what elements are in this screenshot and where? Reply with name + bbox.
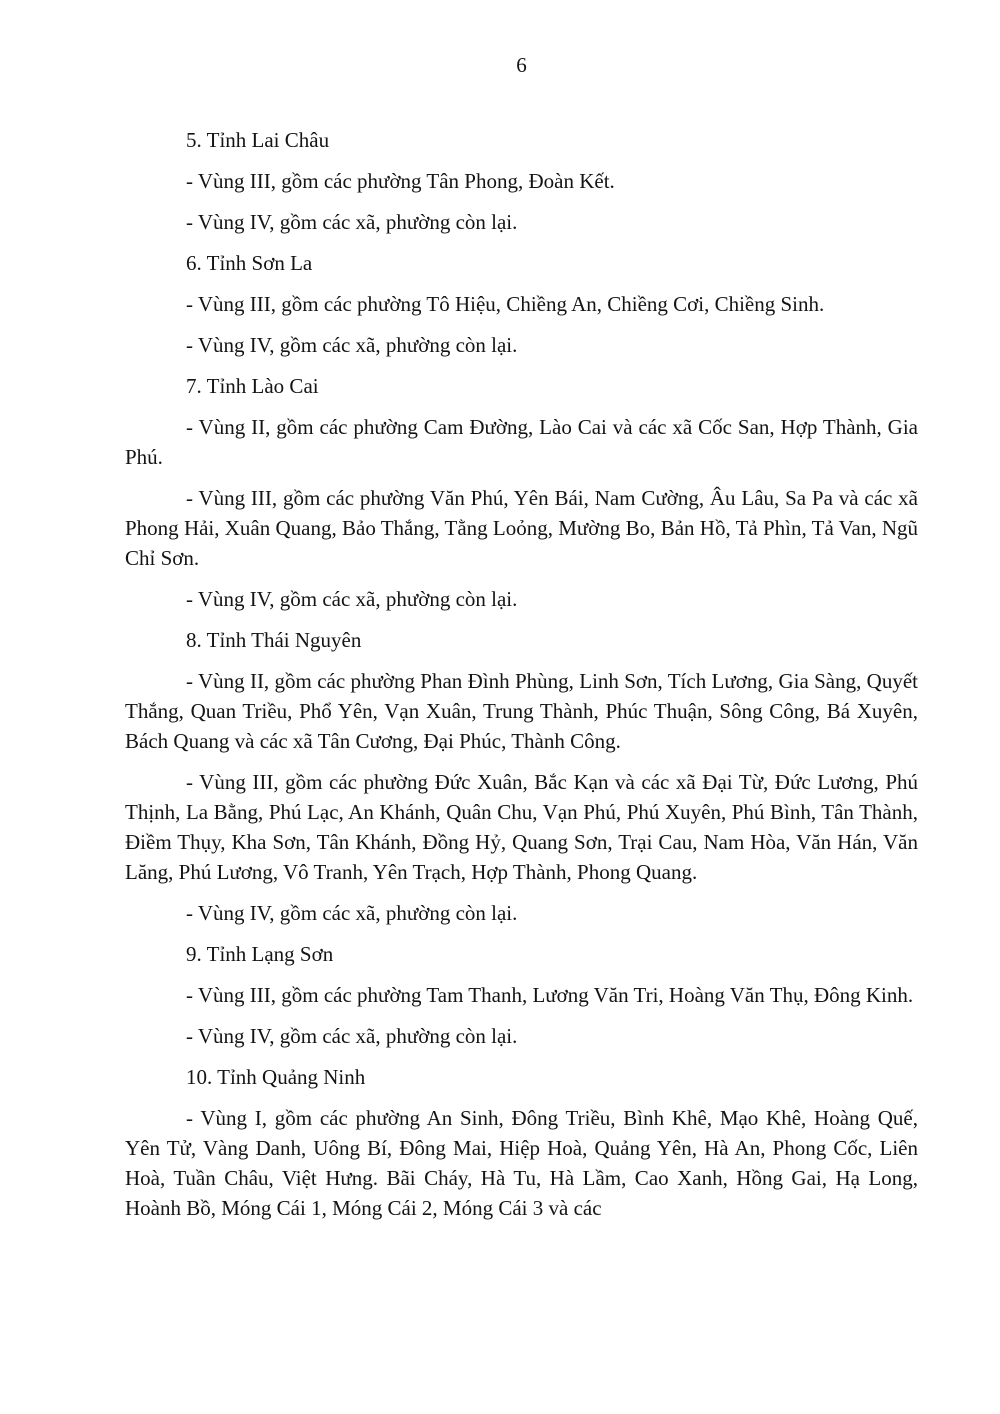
section-quang-ninh [125,1062,918,1223]
region-paragraph: - Vùng III, gồm các phường Đức Xuân, Bắc Kạn và các xã Đại Từ, Đức Lương, Phú Thịnh, La Bằng, Phú Lạc, An Khánh, Quân Chu, Vạn Phú, Phú Xuyên, Phú Bình, Tân Thành, Điềm Thụy, Kha Sơn, Tân Khánh, Đồng Hỷ, Quang Sơn, Trại Cau, Nam Hòa, Văn Hán, Văn Lăng, Phú Lương, Vô Tranh, Yên Trạch, Hợp Thành, Phong Quang. [125,770,918,884]
section-thai-nguyen [125,625,918,928]
province-heading: 6. Tỉnh Sơn La [186,251,313,275]
region-paragraph: - Vùng IV, gồm các xã, phường còn lại. [186,210,518,234]
section-son-la [125,248,918,360]
region-paragraph: - Vùng IV, gồm các xã, phường còn lại. [186,333,518,357]
province-heading: 9. Tỉnh Lạng Sơn [186,942,334,966]
province-heading: 7. Tỉnh Lào Cai [186,374,319,398]
section-lao-cai [125,371,918,614]
section-lai-chau [125,125,918,237]
province-heading: 10. Tỉnh Quảng Ninh [186,1065,366,1089]
province-heading: 5. Tỉnh Lai Châu [186,128,330,152]
region-paragraph: - Vùng IV, gồm các xã, phường còn lại. [186,587,518,611]
province-heading: 8. Tỉnh Thái Nguyên [186,628,362,652]
region-paragraph: - Vùng II, gồm các phường Phan Đình Phùng, Linh Sơn, Tích Lương, Gia Sàng, Quyết Thắng, Quan Triều, Phổ Yên, Vạn Xuân, Trung Thành, Phúc Thuận, Sông Công, Bá Xuyên, Bách Quang và các xã Tân Cương, Đại Phúc, Thành Công. [125,669,918,753]
region-paragraph: - Vùng III, gồm các phường Tô Hiệu, Chiềng An, Chiềng Cơi, Chiềng Sinh. [186,292,825,316]
region-paragraph: - Vùng III, gồm các phường Văn Phú, Yên Bái, Nam Cường, Âu Lâu, Sa Pa và các xã Phong Hải, Xuân Quang, Bảo Thắng, Tằng Loỏng, Mường Bo, Bản Hồ, Tả Phìn, Tả Van, Ngũ Chỉ Sơn. [125,486,918,570]
region-paragraph: - Vùng III, gồm các phường Tam Thanh, Lương Văn Tri, Hoàng Văn Thụ, Đông Kinh. [186,983,914,1007]
region-paragraph: - Vùng IV, gồm các xã, phường còn lại. [186,901,518,925]
region-paragraph: - Vùng I, gồm các phường An Sinh, Đông Triều, Bình Khê, Mạo Khê, Hoàng Quế, Yên Tử, Vàng Danh, Uông Bí, Đông Mai, Hiệp Hoà, Quảng Yên, Hà An, Phong Cốc, Liên Hoà, Tuần Châu, Việt Hưng. Bãi Cháy, Hà Tu, Hà Lầm, Cao Xanh, Hồng Gai, Hạ Long, Hoành Bồ, Móng Cái 1, Móng Cái 2, Móng Cái 3 và các [125,1106,918,1220]
region-paragraph: - Vùng IV, gồm các xã, phường còn lại. [186,1024,518,1048]
page-number: 6 [516,53,527,77]
region-paragraph: - Vùng II, gồm các phường Cam Đường, Lào Cai và các xã Cốc San, Hợp Thành, Gia Phú. [125,415,918,469]
region-paragraph: - Vùng III, gồm các phường Tân Phong, Đoàn Kết. [186,169,615,193]
section-lang-son [125,939,918,1051]
